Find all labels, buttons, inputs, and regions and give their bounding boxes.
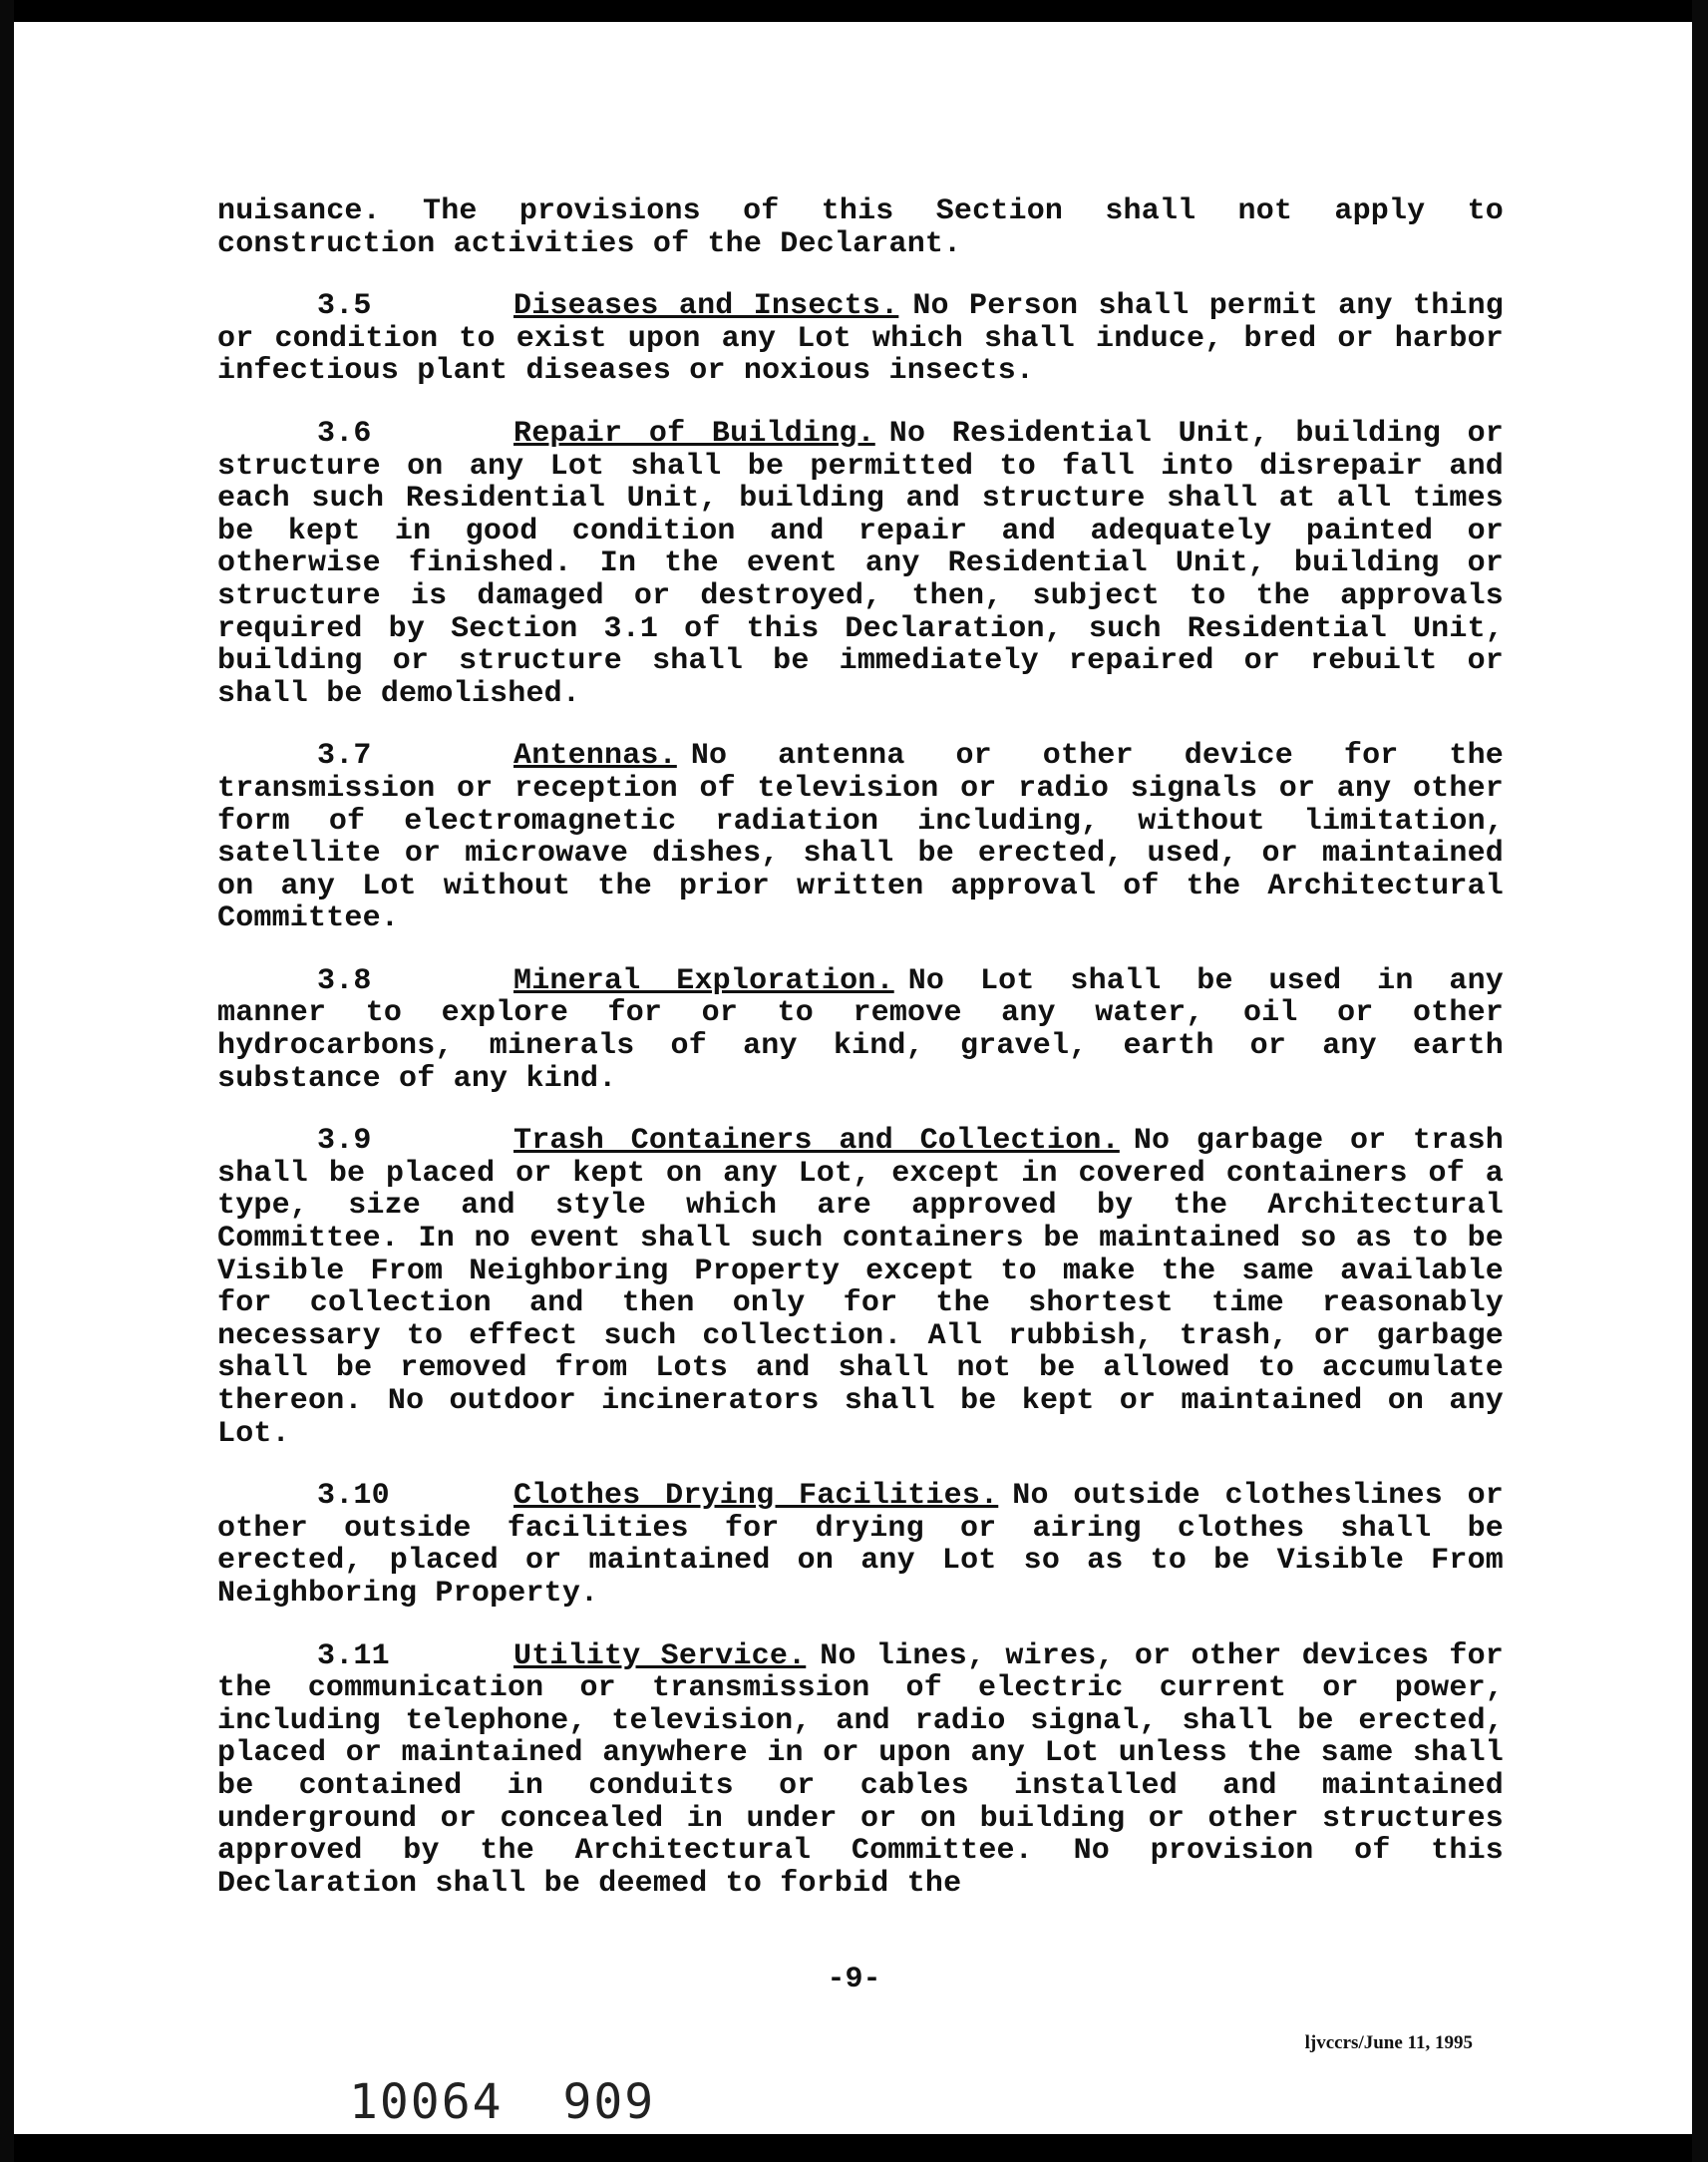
section-number: 3.5 [317, 289, 372, 324]
section-title: Diseases and Insects. [513, 289, 899, 324]
scan-border-bottom [0, 2134, 1708, 2162]
stamp-right-number: 909 [562, 2074, 656, 2130]
intro-paragraph: nuisance. The provisions of this Section shall not apply to construction activities of the Declarant. [217, 194, 1504, 261]
scan-border-left [0, 0, 14, 2162]
section-number: 3.6 [317, 416, 372, 451]
stamp-left-number: 10064 [349, 2074, 504, 2130]
section-3-11 [217, 1640, 1504, 1901]
section-title: Trash Containers and Collection. [513, 1124, 1120, 1159]
section-text: No garbage or trash shall be placed or kept on any Lot, except in covered containers of a type, size and style which are approved by the Architectural Committee. In no event shall such containers be maintained so as to be Visible From Neighboring Property except to make the same available for collection and then only for the shortest time reasonably necessary to effect such collection. All rubbish, trash, or garbage shall be removed from Lots and shall not be allowed to accumulate thereon. No outdoor incinerators shall be kept or maintained on any Lot. [217, 1124, 1505, 1451]
section-number: 3.8 [317, 963, 372, 998]
section-text: No outside clotheslines or other outside facilities for drying or airing clothes shall be erected, placed or maintained on any Lot so as to be Visible From Neighboring Property. [217, 1479, 1505, 1611]
section-number: 3.7 [317, 739, 372, 774]
section-3-5 [217, 290, 1504, 388]
section-text: No lines, wires, or other devices for the communication or transmission of electric current or power, including telephone, television, and radio signal, shall be erected, placed or maintained anywhere in or upon any Lot unless the same shall be contained in conduits or cables installed and maintained underground or concealed in under or on building or other structures approved by the Architectural Committee. No provision of this Declaration shall be deemed to forbid the [217, 1638, 1504, 1901]
document-page [217, 195, 1504, 1930]
section-3-10 [217, 1480, 1504, 1610]
section-3-7 [217, 740, 1504, 935]
section-number: 3.10 [317, 1479, 390, 1514]
section-text: No antenna or other device for the transmission or reception of television or radio signals or any other form of electromagnetic radiation including, without limitation, satellite or microwave dishes, shall be erected, used, or maintained on any Lot without the prior written approval of the Architectural Committee. [217, 739, 1504, 936]
document-reference: ljvccrs/June 11, 1995 [1304, 2032, 1473, 2053]
bates-stamp [349, 2074, 655, 2130]
section-title: Antennas. [513, 739, 677, 774]
section-title: Utility Service. [513, 1638, 807, 1673]
section-text: No Residential Unit, building or structure on any Lot shall be permitted to fall into disrepair and each such Residential Unit, building and structure shall at all times be kept in good condition and repair and adequately painted or otherwise finished. In the event any Residential Unit, building or structure is damaged or destroyed, then, subject to the approvals required by Section 3.1 of this Declaration, such Residential Unit, building or structure shall be immediately repaired or rebuilt or shall be demolished. [217, 416, 1505, 711]
section-text: No Person shall permit any thing or condition to exist upon any Lot which shall induce, bred or harbor infectious plant diseases or noxious insects. [217, 289, 1505, 389]
section-number: 3.9 [317, 1124, 372, 1159]
scan-border-right [1692, 0, 1708, 2162]
section-title: Clothes Drying Facilities. [513, 1479, 999, 1514]
section-text: No Lot shall be used in any manner to explore for or to remove any water, oil or other hydrocarbons, minerals of any kind, gravel, earth or any earth substance of any kind. [217, 963, 1504, 1096]
section-3-9 [217, 1125, 1504, 1450]
section-title: Repair of Building. [513, 416, 875, 451]
section-3-6 [217, 418, 1504, 710]
page-number: -9- [827, 1963, 881, 1996]
scan-border-top [0, 0, 1708, 22]
section-title: Mineral Exploration. [513, 963, 894, 998]
section-3-8 [217, 965, 1504, 1095]
section-number: 3.11 [317, 1638, 390, 1673]
